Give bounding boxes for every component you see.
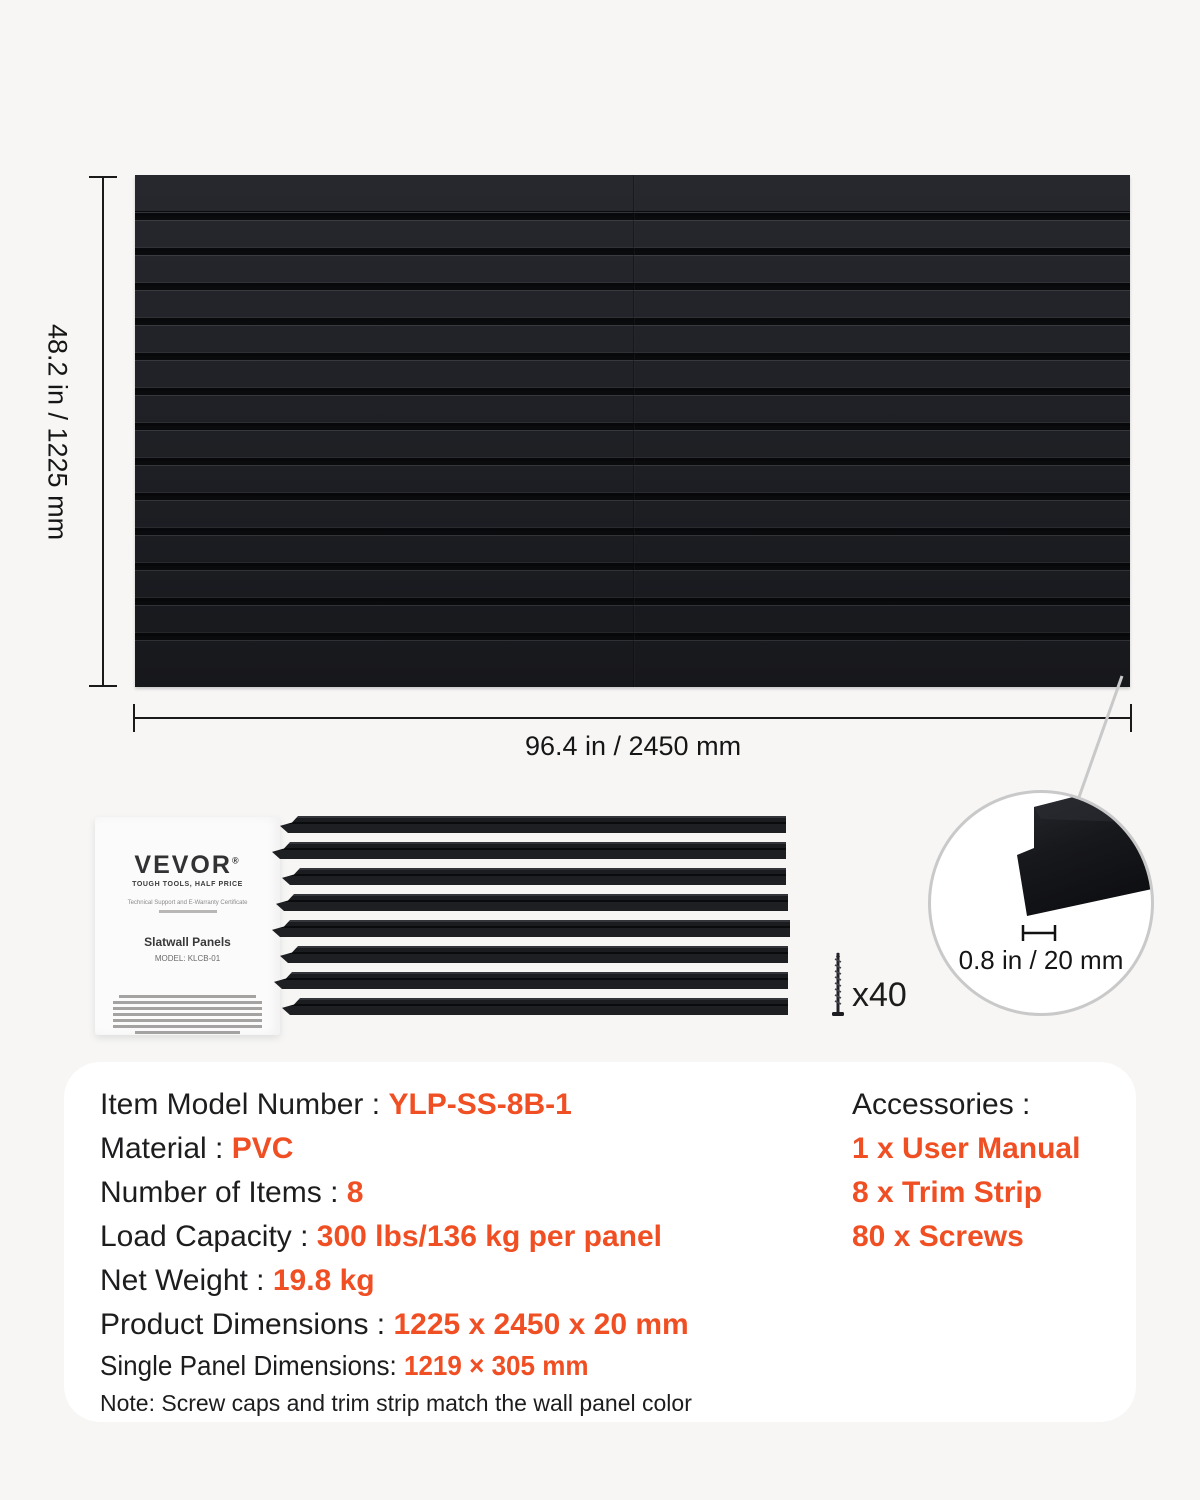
spec-number-of-items: Number of Items : 8 bbox=[100, 1176, 364, 1209]
trim-strip bbox=[272, 842, 786, 859]
spec-item-model: Item Model Number : YLP-SS-8B-1 bbox=[100, 1088, 572, 1121]
width-dimension-tick-left bbox=[133, 704, 135, 732]
panel-center-seam bbox=[633, 175, 635, 687]
height-dimension-line bbox=[102, 177, 104, 687]
edge-detail-callout bbox=[928, 790, 1154, 1016]
callout-leader-line bbox=[1056, 668, 1140, 810]
spec-list-left bbox=[100, 1083, 692, 1421]
width-dimension-line bbox=[134, 717, 1132, 719]
screw-count-label: x40 bbox=[852, 976, 907, 1014]
accessory-screws: 80 x Screws bbox=[852, 1220, 1024, 1253]
manual-website-line bbox=[159, 910, 217, 913]
slatwall-panel-image bbox=[135, 175, 1130, 687]
spec-load-capacity: Load Capacity : 300 lbs/136 kg per panel bbox=[100, 1220, 662, 1253]
trim-strip bbox=[282, 998, 788, 1015]
manual-model-number: MODEL: KLCB-01 bbox=[154, 954, 221, 963]
accessory-trim-strip: 8 x Trim Strip bbox=[852, 1176, 1043, 1209]
width-dimension-label: 96.4 in / 2450 mm bbox=[524, 731, 742, 761]
spec-note: Note: Screw caps and trim strip match the wall panel color bbox=[100, 1390, 692, 1416]
trim-strip bbox=[272, 920, 790, 937]
trim-strip-stack bbox=[272, 816, 792, 1024]
screw-image bbox=[830, 950, 846, 1027]
manual-tagline: TOUGH TOOLS, HALF PRICE bbox=[132, 881, 243, 888]
edge-thickness-label: 0.8 in / 20 mm bbox=[958, 945, 1124, 975]
accessories-header: Accessories : bbox=[852, 1088, 1031, 1121]
spec-product-dimensions: Product Dimensions : 1225 x 2450 x 20 mm bbox=[100, 1308, 689, 1341]
height-dimension-cap-top bbox=[89, 176, 117, 178]
spec-net-weight: Net Weight : 19.8 kg bbox=[100, 1264, 375, 1297]
user-manual-booklet bbox=[95, 817, 280, 1035]
trim-strip bbox=[280, 816, 786, 833]
spec-material: Material : PVC bbox=[100, 1132, 294, 1165]
trim-strip bbox=[282, 868, 786, 885]
spec-single-panel-dimensions: Single Panel Dimensions: 1219 × 305 mm bbox=[100, 1350, 589, 1381]
height-dimension-label: 48.2 in / 1225 mm bbox=[42, 323, 73, 541]
manual-subtitle: Technical Support and E-Warranty Certificate bbox=[127, 900, 248, 906]
trim-strip bbox=[274, 972, 788, 989]
manual-brand-logo: VEVOR® bbox=[134, 851, 241, 879]
trim-strip bbox=[280, 946, 788, 963]
height-dimension-cap-bottom bbox=[89, 685, 117, 687]
spec-list-accessories bbox=[852, 1083, 1080, 1259]
accessory-user-manual: 1 x User Manual bbox=[852, 1132, 1081, 1165]
trim-strip bbox=[276, 894, 788, 911]
manual-product-title: Slatwall Panels bbox=[144, 935, 231, 949]
panel-edge-profile bbox=[931, 793, 1154, 1016]
manual-fine-print bbox=[95, 995, 280, 1034]
